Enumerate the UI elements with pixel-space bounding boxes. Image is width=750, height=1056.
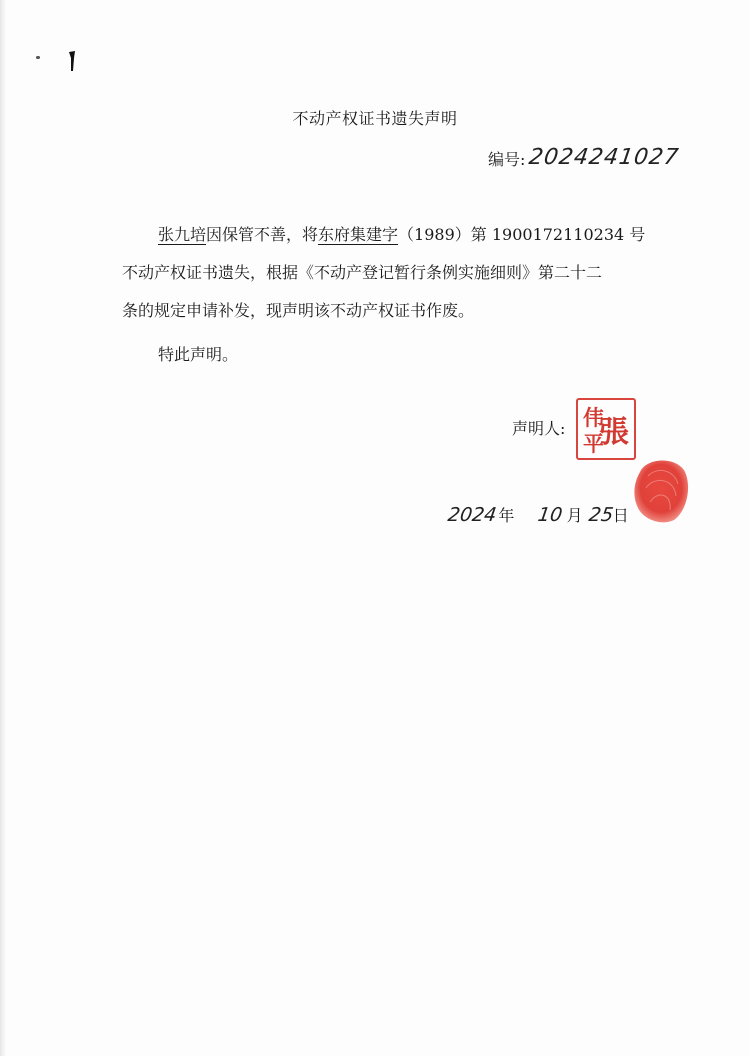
closing-line bbox=[122, 336, 650, 374]
statement-segment-1: 因保管不善，将 bbox=[206, 225, 319, 244]
closing-text: 特此声明。 bbox=[158, 345, 239, 364]
serial-handwritten-value: 2024241027 bbox=[527, 145, 682, 170]
statement-segment-2: （1989）第 1900172110234 号 bbox=[398, 225, 646, 244]
date-year: 2024 bbox=[446, 504, 498, 526]
thumbprint bbox=[630, 454, 690, 524]
date-day: 25 bbox=[587, 504, 615, 526]
date-month-unit: 月 bbox=[566, 506, 583, 525]
statement-line-1 bbox=[122, 216, 650, 254]
certificate-reference: 东府集建字 bbox=[318, 225, 399, 244]
declarant-label: 声明人: bbox=[512, 419, 566, 438]
date-month: 10 bbox=[536, 504, 565, 526]
owner-name: 张九培 bbox=[158, 225, 207, 244]
personal-seal-stamp bbox=[576, 398, 636, 460]
seal-char-2: 伟 bbox=[583, 405, 604, 430]
statement-line-2: 不动产权证书遗失，根据《不动产登记暂行条例实施细则》第二十二 bbox=[122, 263, 603, 282]
serial-number bbox=[488, 140, 682, 170]
seal-char-1: 張 bbox=[599, 415, 629, 450]
signature-date bbox=[448, 496, 629, 526]
document-title: 不动产权证书遗失声明 bbox=[292, 109, 458, 128]
serial-label: 编号: bbox=[488, 150, 526, 169]
statement-line-3: 条的规定申请补发，现声明该不动产权证书作废。 bbox=[122, 301, 475, 320]
scan-edge-shadow bbox=[0, 0, 6, 1056]
seal-char-3: 平 bbox=[583, 431, 604, 456]
date-day-unit: 日 bbox=[612, 506, 629, 525]
ink-dot bbox=[36, 56, 40, 59]
date-year-unit: 年 bbox=[498, 506, 515, 525]
ink-speck bbox=[68, 50, 76, 72]
statement-paragraph bbox=[122, 216, 650, 330]
